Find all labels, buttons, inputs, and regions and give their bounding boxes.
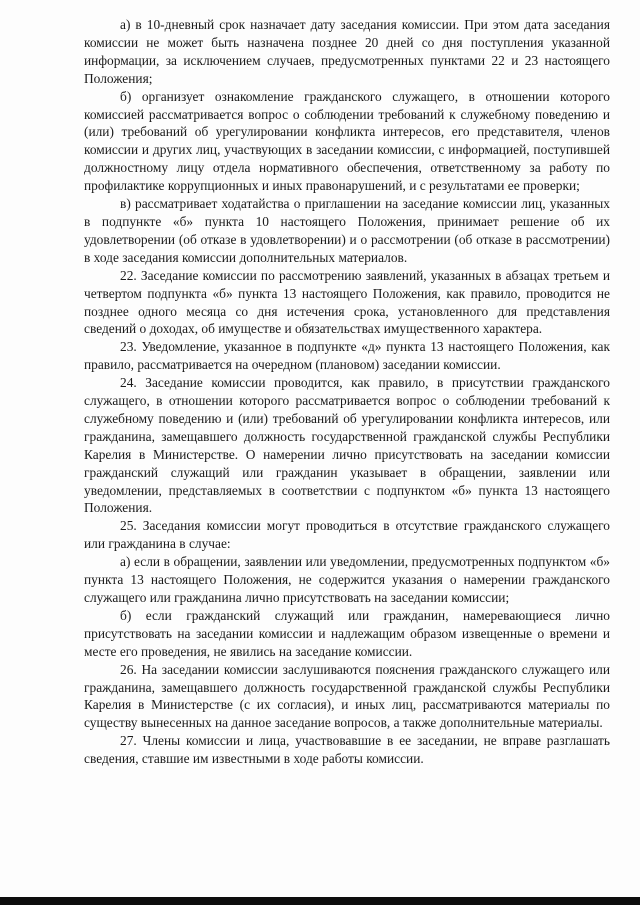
- paragraph-25a: а) если в обращении, заявлении или уведомлении, предусмотренных подпунктом «б» пункта 13 настоящего Положения, не содержится указания о намерении гражданского служащего или гражданина лично присутствовать на заседании комиссии;: [84, 554, 610, 605]
- paragraph-21a: а) в 10-дневный срок назначает дату заседания комиссии. При этом дата заседания комиссии не может быть назначена позднее 20 дней со дня поступления указанной информации, за исключением случаев, предусмотренных пунктами 22 и 23 настоящего Положения;: [84, 17, 610, 86]
- paragraph-25b: б) если гражданский служащий или гражданин, намеревающиеся лично присутствовать на заседании комиссии и надлежащим образом извещенные о времени и месте его проведения, не явились на заседание комиссии.: [84, 607, 610, 659]
- paragraph-23: 23. Уведомление, указанное в подпункте «д» пункта 13 настоящего Положения, как правило, рассматривается на очередном (плановом) заседании комиссии.: [84, 339, 610, 373]
- paragraph-25: 25. Заседания комиссии могут проводиться в отсутствие гражданского служащего или гражданина в случае:: [84, 518, 610, 552]
- paragraph-24: 24. Заседание комиссии проводится, как правило, в присутствии гражданского служащего, в отношении которого рассматривается вопрос о соблюдении требований к служебному поведению и (или) требований об урегулировании конфликта интересов, или гражданина, замещавшего должность государственной гражданской службы Республики Карелия в Министерстве. О намерении лично присутствовать на заседании комиссии гражданский служащий или гражданин указывает в обращении, заявлении или уведомлении, представляемых в соответствии с подпунктом «б» пункта 13 настоящего Положения.: [84, 375, 610, 516]
- scan-bottom-edge: [0, 897, 640, 905]
- paragraph-21b: б) организует ознакомление гражданского служащего, в отношении которого комиссией рассматривается вопрос о соблюдении требований к служебному поведению и (или) требований об урегулировании конфликта интересов, его представителя, членов комиссии и других лиц, участвующих в заседании комиссии, с информацией, поступившей должностному лицу отдела нормативного обеспечения, ответственному за работу по профилактике коррупционных и иных правонарушений, и с результатами ее проверки;: [84, 88, 610, 194]
- paragraph-27: 27. Члены комиссии и лица, участвовавшие в ее заседании, не вправе разглашать сведения, ставшие им известными в ходе работы комиссии.: [84, 733, 610, 767]
- paragraph-21v: в) рассматривает ходатайства о приглашении на заседание комиссии лиц, указанных в подпункте «б» пункта 10 настоящего Положения, принимает решение об их удовлетворении (об отказе в удовлетворении) и о рассмотрении (об отказе в рассмотрении) в ходе заседания комиссии дополнительных материалов.: [84, 196, 610, 265]
- paragraph-22: 22. Заседание комиссии по рассмотрению заявлений, указанных в абзацах третьем и четвертом подпункта «б» пункта 13 настоящего Положения, как правило, проводится не позднее одного месяца со дня истечения срока, установленного для представления сведений о доходах, об имуществе и обязательствах имущественного характера.: [84, 267, 610, 337]
- paragraph-26: 26. На заседании комиссии заслушиваются пояснения гражданского служащего или гражданина, замещавшего должность государственной гражданской службы Республики Карелия в Министерстве (с их согласия), и иных лиц, рассматриваются материалы по существу вынесенных на данное заседание вопросов, а также дополнительные материалы.: [84, 661, 610, 731]
